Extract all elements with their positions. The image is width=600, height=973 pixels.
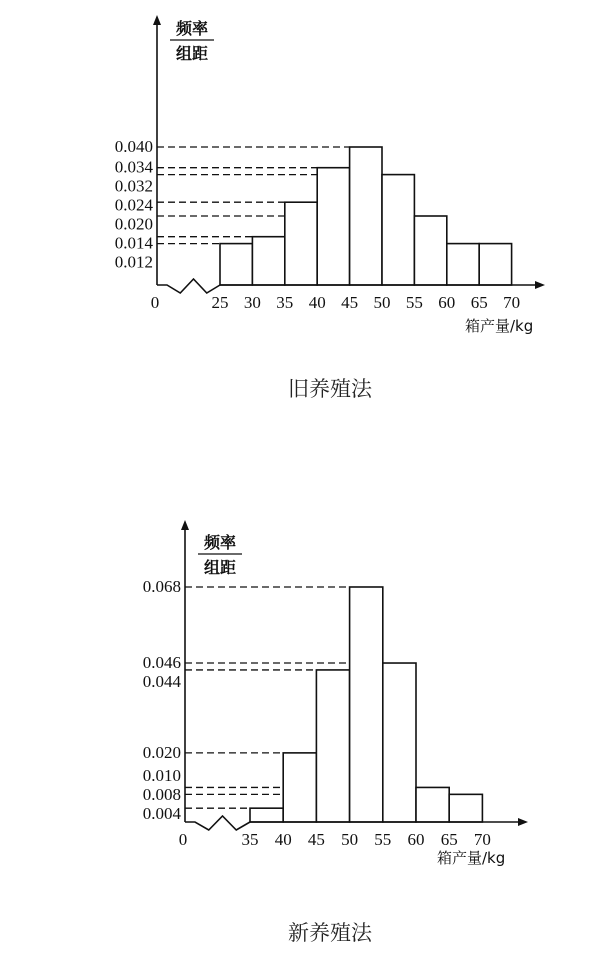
y-axis-arrow-icon [153, 15, 161, 25]
histogram-bar [285, 202, 317, 285]
y-tick-label: 0.034 [114, 157, 153, 177]
y-tick-label: 0.068 [142, 576, 181, 596]
histogram-bar [350, 587, 383, 822]
x-tick-label: 70 [473, 830, 491, 849]
y-tick-label: 0.032 [114, 176, 153, 196]
y-axis-label-numerator: 频率 [175, 19, 209, 38]
x-tick-label: 35 [276, 293, 294, 312]
y-tick-label: 0.040 [114, 137, 153, 156]
histogram-bar [414, 216, 446, 285]
histogram-bar [250, 808, 283, 822]
x-axis-label: 箱产量/kg [437, 849, 506, 867]
histogram-bar [317, 168, 349, 285]
x-tick-label: 35 [241, 830, 259, 849]
x-tick-label: 60 [407, 830, 425, 849]
x-tick-label: 45 [307, 830, 325, 849]
y-tick-label: 0.010 [142, 766, 181, 785]
axis-break-zigzag [185, 816, 250, 830]
histogram-bar [283, 753, 316, 822]
histogram-bar [449, 794, 482, 822]
histogram-bar [416, 787, 449, 822]
histogram-bar [316, 670, 349, 822]
chart-1 [115, 15, 545, 401]
y-tick-label: 0.004 [142, 804, 181, 823]
chart-title: 旧养殖法 [288, 377, 372, 401]
axis-break-zigzag [157, 279, 220, 293]
histogram-bar [252, 237, 284, 285]
y-axis-arrow-icon [181, 520, 189, 530]
y-tick-label: 0.044 [142, 672, 181, 692]
histogram-bar [382, 175, 414, 285]
origin-label: 0 [150, 293, 160, 312]
x-tick-label: 40 [308, 293, 326, 312]
x-tick-label: 55 [405, 293, 423, 312]
y-tick-label: 0.012 [114, 252, 153, 272]
y-axis-label-denominator: 组距 [175, 44, 209, 63]
y-tick-label: 0.020 [114, 214, 153, 234]
y-tick-label: 0.024 [114, 195, 153, 215]
x-tick-label: 55 [374, 830, 392, 849]
histogram-bar [479, 244, 511, 285]
y-tick-label: 0.014 [114, 233, 153, 253]
chart-title: 新养殖法 [288, 921, 372, 945]
x-tick-label: 25 [211, 293, 229, 312]
histogram-bar [220, 244, 252, 285]
histogram-bar [350, 147, 382, 285]
x-tick-label: 45 [341, 293, 359, 312]
y-axis-label-denominator: 组距 [203, 558, 237, 577]
x-tick-label: 50 [373, 293, 391, 312]
x-tick-label: 70 [503, 293, 521, 312]
histogram-bar [447, 244, 479, 285]
x-tick-label: 40 [274, 830, 292, 849]
histogram-bar [383, 663, 416, 822]
y-tick-label: 0.020 [142, 742, 181, 762]
x-axis-label: 箱产量/kg [465, 317, 534, 335]
y-tick-label: 0.046 [142, 653, 181, 673]
x-tick-label: 65 [440, 830, 458, 849]
y-axis-label-numerator: 频率 [203, 533, 237, 552]
x-axis-arrow-icon [518, 818, 528, 826]
x-tick-label: 60 [438, 293, 456, 312]
chart-2 [143, 520, 528, 945]
x-tick-label: 30 [243, 293, 261, 312]
x-tick-label: 50 [341, 830, 359, 849]
x-axis-arrow-icon [535, 281, 545, 289]
origin-label: 0 [178, 830, 188, 849]
x-tick-label: 65 [470, 293, 488, 312]
y-tick-label: 0.008 [142, 785, 181, 804]
